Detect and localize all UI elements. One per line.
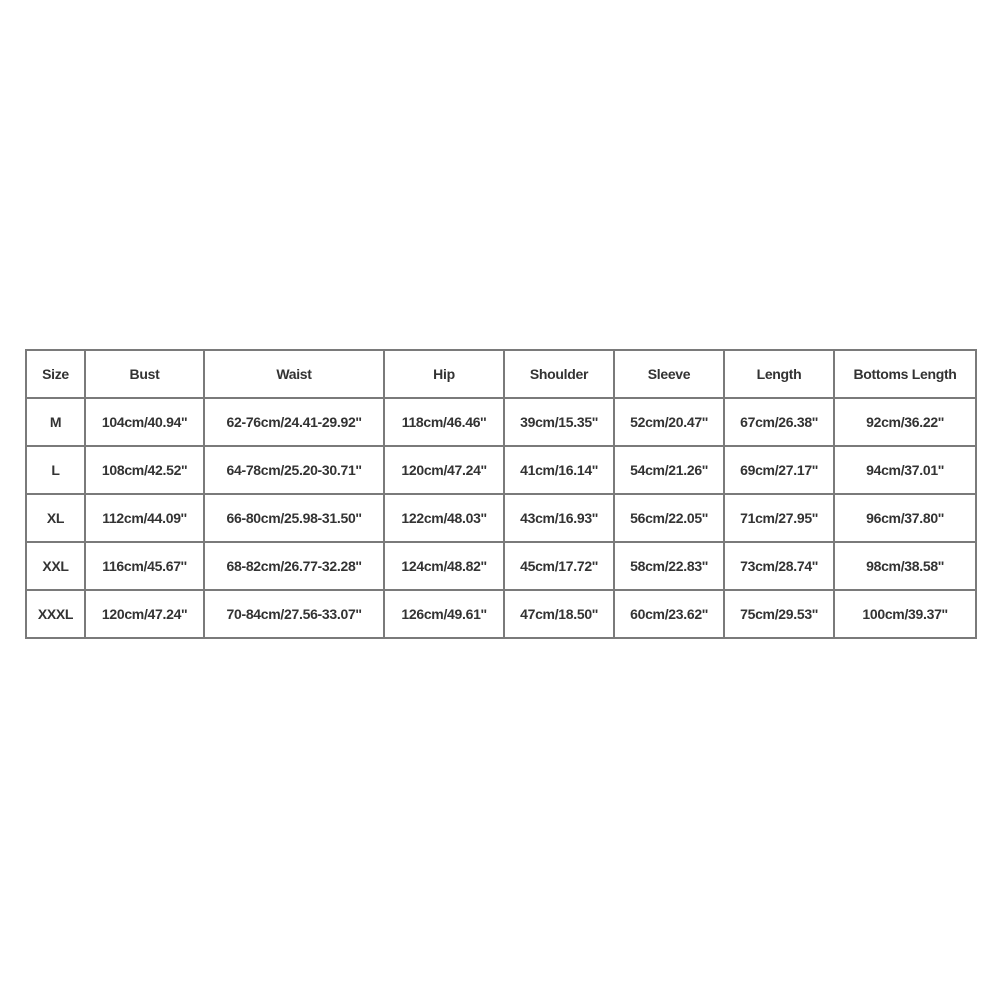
cell-hip: 122cm/48.03'' xyxy=(384,494,504,542)
header-hip: Hip xyxy=(384,350,504,398)
cell-bust: 104cm/40.94'' xyxy=(85,398,204,446)
cell-hip: 118cm/46.46'' xyxy=(384,398,504,446)
cell-shoulder: 47cm/18.50'' xyxy=(504,590,614,638)
cell-hip: 120cm/47.24'' xyxy=(384,446,504,494)
header-length: Length xyxy=(724,350,834,398)
header-bottoms-length: Bottoms Length xyxy=(834,350,976,398)
cell-size: L xyxy=(26,446,85,494)
cell-length: 73cm/28.74'' xyxy=(724,542,834,590)
size-chart-table xyxy=(25,349,977,639)
cell-size: XXXL xyxy=(26,590,85,638)
header-sleeve: Sleeve xyxy=(614,350,724,398)
cell-hip: 126cm/49.61'' xyxy=(384,590,504,638)
cell-bottoms-length: 94cm/37.01'' xyxy=(834,446,976,494)
cell-length: 71cm/27.95'' xyxy=(724,494,834,542)
cell-waist: 66-80cm/25.98-31.50'' xyxy=(204,494,384,542)
cell-size: M xyxy=(26,398,85,446)
cell-hip: 124cm/48.82'' xyxy=(384,542,504,590)
cell-length: 75cm/29.53'' xyxy=(724,590,834,638)
cell-waist: 64-78cm/25.20-30.71'' xyxy=(204,446,384,494)
table-header-row xyxy=(26,350,976,398)
header-waist: Waist xyxy=(204,350,384,398)
cell-bottoms-length: 98cm/38.58'' xyxy=(834,542,976,590)
cell-bust: 116cm/45.67'' xyxy=(85,542,204,590)
cell-length: 69cm/27.17'' xyxy=(724,446,834,494)
cell-shoulder: 41cm/16.14'' xyxy=(504,446,614,494)
cell-size: XL xyxy=(26,494,85,542)
cell-bottoms-length: 92cm/36.22'' xyxy=(834,398,976,446)
cell-bust: 108cm/42.52'' xyxy=(85,446,204,494)
cell-waist: 68-82cm/26.77-32.28'' xyxy=(204,542,384,590)
header-size: Size xyxy=(26,350,85,398)
cell-shoulder: 45cm/17.72'' xyxy=(504,542,614,590)
header-bust: Bust xyxy=(85,350,204,398)
header-shoulder: Shoulder xyxy=(504,350,614,398)
table-row xyxy=(26,494,976,542)
cell-shoulder: 39cm/15.35'' xyxy=(504,398,614,446)
cell-bust: 120cm/47.24'' xyxy=(85,590,204,638)
cell-sleeve: 60cm/23.62'' xyxy=(614,590,724,638)
cell-shoulder: 43cm/16.93'' xyxy=(504,494,614,542)
table-row xyxy=(26,446,976,494)
cell-bottoms-length: 96cm/37.80'' xyxy=(834,494,976,542)
cell-sleeve: 56cm/22.05'' xyxy=(614,494,724,542)
cell-sleeve: 52cm/20.47'' xyxy=(614,398,724,446)
cell-bust: 112cm/44.09'' xyxy=(85,494,204,542)
cell-sleeve: 58cm/22.83'' xyxy=(614,542,724,590)
cell-length: 67cm/26.38'' xyxy=(724,398,834,446)
cell-waist: 62-76cm/24.41-29.92'' xyxy=(204,398,384,446)
table-row xyxy=(26,590,976,638)
table-row xyxy=(26,542,976,590)
cell-size: XXL xyxy=(26,542,85,590)
table-row xyxy=(26,398,976,446)
cell-waist: 70-84cm/27.56-33.07'' xyxy=(204,590,384,638)
cell-bottoms-length: 100cm/39.37'' xyxy=(834,590,976,638)
cell-sleeve: 54cm/21.26'' xyxy=(614,446,724,494)
